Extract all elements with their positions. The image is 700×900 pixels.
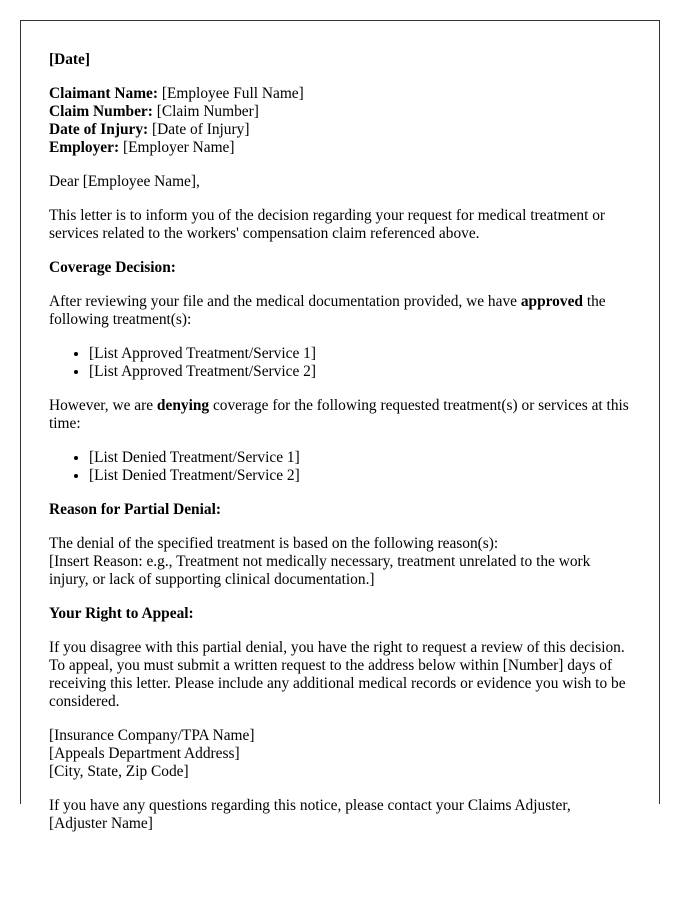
approved-text-pre: After reviewing your file and the medical documentation provided, we have (49, 293, 521, 310)
reason-paragraph (49, 535, 631, 589)
reason-line-2: [Insert Reason: e.g., Treatment not medically necessary, treatment unrelated to the work injury, or lack of supporting clinical documentation.] (49, 553, 591, 588)
denied-text-post: coverage for the following requested treatment(s) or services at this time: (49, 397, 629, 432)
date-of-injury-label: Date of Injury: (49, 121, 149, 138)
approved-item: • [List Approved Treatment/Service 1] (89, 345, 631, 363)
letter-content (21, 21, 659, 833)
approved-emphasis: approved (520, 293, 583, 310)
date-of-injury-value: [Date of Injury] (148, 121, 250, 138)
approved-paragraph (49, 293, 631, 329)
employer-label: Employer: (49, 139, 120, 156)
denied-emphasis: denying (156, 397, 210, 414)
claim-info-block (49, 85, 631, 157)
appeal-address (49, 727, 631, 781)
reason-heading: Reason for Partial Denial: (49, 501, 221, 518)
reason-line-1: The denial of the specified treatment is based on the following reason(s): (49, 535, 499, 552)
claimant-name-label: Claimant Name: (49, 85, 158, 102)
appeal-heading: Your Right to Appeal: (49, 605, 194, 622)
claim-info-row (49, 103, 259, 120)
denied-item: • [List Denied Treatment/Service 2] (89, 467, 631, 485)
letter-date: [Date] (49, 51, 91, 68)
claim-number-value: [Claim Number] (152, 103, 259, 120)
salutation: Dear [Employee Name], (49, 173, 200, 190)
approved-item: • [List Approved Treatment/Service 2] (89, 363, 631, 381)
denied-item: • [List Denied Treatment/Service 1] (89, 449, 631, 467)
employer-value: [Employer Name] (119, 139, 235, 156)
approved-list (49, 345, 631, 381)
appeal-paragraph: If you disagree with this partial denial, you have the right to request a review of this decision. To appeal, you must submit a written request to the address below within [Number] days of receiving this letter. Please include any additional medical records or evidence you wish to be considered. (49, 639, 626, 710)
closing-paragraph-partial: If you have any questions regarding this notice, please contact your Claims Adjuster, [Adjuster Name] (49, 797, 571, 832)
approved-text-post: the following treatment(s): (49, 293, 606, 328)
letter-page (20, 20, 660, 832)
address-line: [City, State, Zip Code] (49, 763, 189, 780)
denied-paragraph (49, 397, 631, 433)
coverage-heading: Coverage Decision: (49, 259, 176, 276)
denied-text-pre: However, we are (49, 397, 157, 414)
intro-paragraph: This letter is to inform you of the decision regarding your request for medical treatment or services related to the workers' compensation claim referenced above. (49, 207, 606, 242)
address-line: [Insurance Company/TPA Name] (49, 727, 255, 744)
claim-info-row (49, 85, 304, 102)
address-line: [Appeals Department Address] (49, 745, 240, 762)
claimant-name-value: [Employee Full Name] (158, 85, 304, 102)
claim-info-row (49, 139, 235, 156)
claim-info-row (49, 121, 249, 138)
claim-number-label: Claim Number: (49, 103, 153, 120)
denied-list (49, 449, 631, 485)
